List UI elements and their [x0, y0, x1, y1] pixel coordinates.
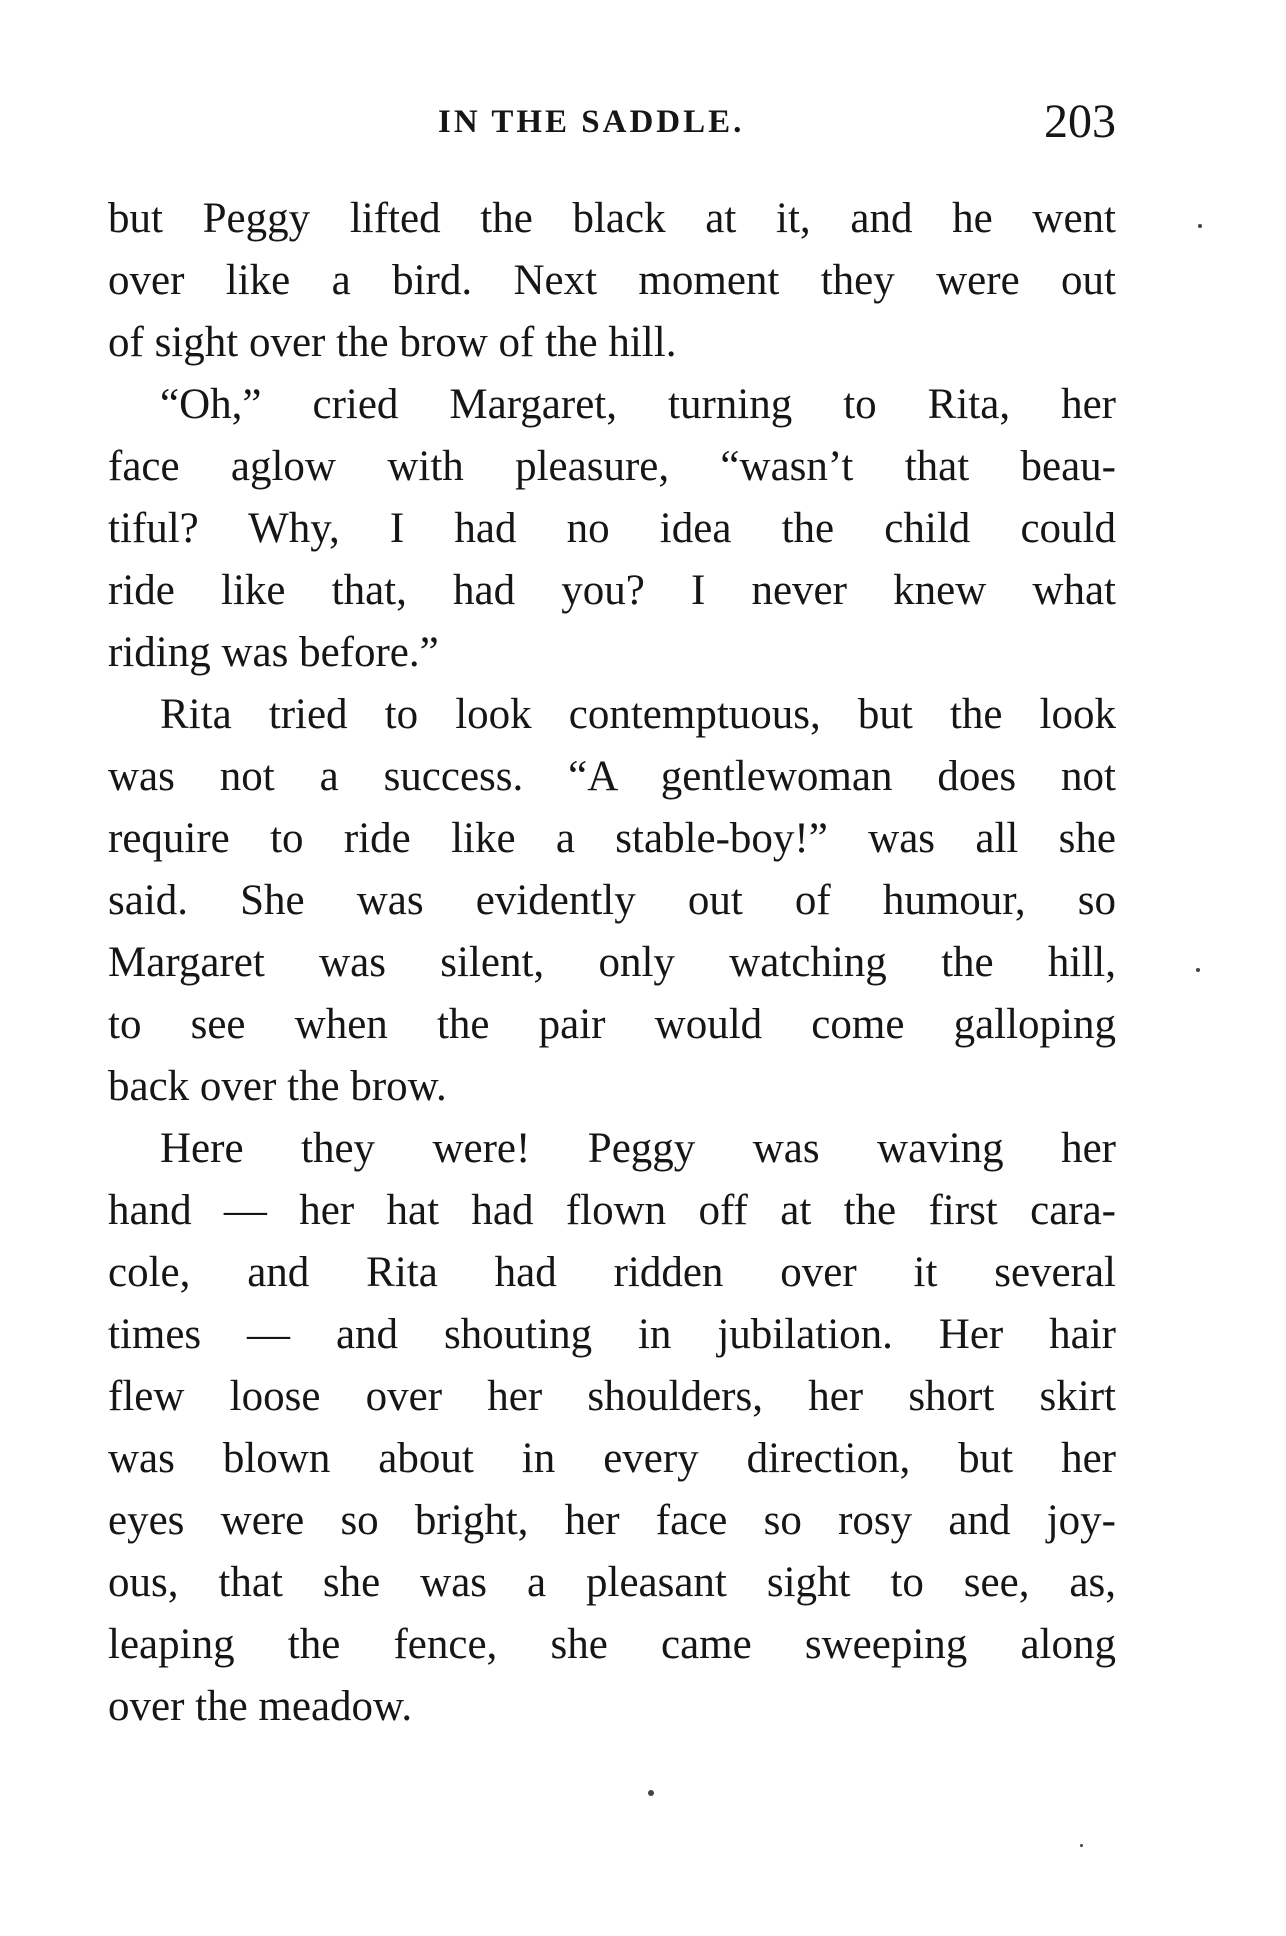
body-text: [108, 188, 1116, 1738]
text-line: tiful? Why, I had no idea the child could: [108, 505, 1116, 552]
text-line: but Peggy lifted the black at it, and he went: [108, 195, 1116, 242]
text-line: cole, and Rita had ridden over it several: [108, 1249, 1116, 1296]
text-line: over like a bird. Next moment they were out: [108, 257, 1116, 304]
text-line: flew loose over her shoulders, her short skirt: [108, 1373, 1116, 1420]
text-line: over the meadow.: [108, 1683, 413, 1730]
text-line: eyes were so bright, her face so rosy and joy-: [108, 1497, 1116, 1544]
text-line: Here they were! Peggy was waving her: [160, 1125, 1116, 1172]
scan-speck: [1196, 968, 1200, 972]
text-line: hand — her hat had flown off at the first cara-: [108, 1187, 1116, 1234]
scan-speck: [648, 1790, 654, 1796]
text-line: require to ride like a stable-boy!” was all she: [108, 815, 1116, 862]
text-line: ous, that she was a pleasant sight to see, as,: [108, 1559, 1116, 1606]
text-line: was blown about in every direction, but her: [108, 1435, 1116, 1482]
running-head: [108, 96, 1116, 146]
text-line: Margaret was silent, only watching the hill,: [108, 939, 1116, 986]
text-line: “Oh,” cried Margaret, turning to Rita, her: [160, 381, 1116, 428]
text-line: riding was before.”: [108, 629, 439, 676]
text-line: to see when the pair would come galloping: [108, 1001, 1116, 1048]
text-line: of sight over the brow of the hill.: [108, 319, 677, 366]
text-line: back over the brow.: [108, 1063, 447, 1110]
text-line: was not a success. “A gentlewoman does not: [108, 753, 1116, 800]
text-line: face aglow with pleasure, “wasn’t that beau-: [108, 443, 1116, 490]
text-line: Rita tried to look contemptuous, but the look: [160, 691, 1116, 738]
text-line: times — and shouting in jubilation. Her hair: [108, 1311, 1116, 1358]
text-line: leaping the fence, she came sweeping along: [108, 1621, 1116, 1668]
page-number: 203: [1044, 95, 1116, 148]
scan-speck: [1080, 1844, 1083, 1847]
text-line: ride like that, had you? I never knew what: [108, 567, 1116, 614]
running-title: IN THE SADDLE.: [438, 104, 745, 140]
scan-speck: [1198, 224, 1202, 228]
text-line: said. She was evidently out of humour, so: [108, 877, 1116, 924]
